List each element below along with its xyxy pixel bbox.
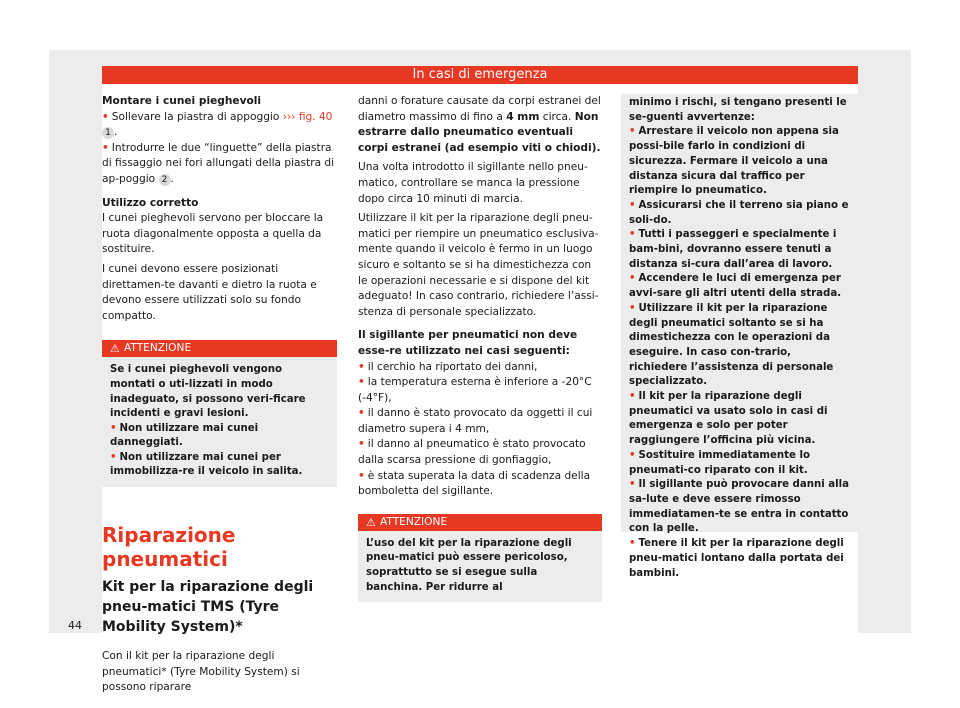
warning-header: ⚠ ATTENZIONE [102, 340, 337, 357]
callout-number: 1 [102, 127, 114, 139]
warning-triangle-icon: ⚠ [366, 515, 376, 529]
bullet-dot-icon: • [358, 438, 365, 451]
paragraph: I cunei pieghevoli servono per bloccare la ruota diagonalmente opposta a quella da sostituire. [102, 212, 324, 256]
warning-text: Se i cunei pieghevoli vengono montati o uti-lizzati in modo inadeguato, si possono veri-ficare incidenti e gravi lesioni. [110, 364, 306, 420]
warning-body [358, 531, 602, 602]
bullet-dot-icon: • [102, 110, 109, 123]
bullet-dot-icon: • [629, 126, 636, 138]
list-item: • Accendere le luci di emergenza per avvi-sare gli altri utenti della strada. [629, 273, 842, 300]
list-item: • Assicurarsi che il terreno sia piano e soli-do. [629, 199, 849, 226]
bullet-dot-icon: • [110, 422, 117, 434]
figure-link[interactable]: fig. 40 [298, 110, 333, 123]
warning-box-continued [621, 94, 858, 579]
callout-number: 2 [159, 174, 171, 186]
bullet-dot-icon: • [629, 302, 636, 314]
warning-box [102, 340, 337, 487]
warning-triangle-icon: ⚠ [110, 342, 120, 356]
heading-mount-wedges: Montare i cunei pieghevoli [102, 95, 262, 107]
bullet-dot-icon: • [629, 449, 636, 461]
list-item: • Il sigillante può provocare danni alla sa-lute e deve essere rimosso immediatamen-te se entra in contatto con la pelle. [629, 479, 850, 535]
bullet-dot-icon: • [629, 229, 636, 241]
warning-text: minimo i rischi, si tengano presenti le se-guenti avvertenze: [629, 97, 847, 123]
paragraph: Utilizzare il kit per la riparazione degli pneu-matici per riempire un pneumatico esclusiva-mente quando il veicolo è fermo in un luogo sicuro e soltanto se si ha dimestichezza con le operazioni necessarie e si dispone del kit adeguato! In caso contrario, richiedere l’assi-stenza di personale specializzato. [358, 212, 599, 318]
bullet-dot-icon: • [629, 479, 636, 491]
bullet-dot-icon: • [102, 141, 109, 154]
heading-correct-use: Utilizzo corretto [102, 196, 199, 209]
bullet-dot-icon: • [358, 360, 365, 373]
sub-title: Kit per la riparazione degli pneu-matici TMS (Tyre Mobility System)* [102, 579, 314, 636]
list-item: • Tutti i passeggeri e specialmente i bam-bini, dovranno essere tenuti a distanza si-cura dall’area di lavoro. [629, 229, 837, 270]
paragraph: Una volta introdotto il sigillante nello pneu-matico, controllare se manca la pressione dopo circa 10 minuti di marcia. [358, 161, 588, 205]
heading-not-use-cases: Il sigillante per pneumatici non deve esse-re utilizzato nei casi seguenti: [358, 329, 578, 357]
list-item: • Arrestare il veicolo non appena sia possi-bile farlo in condizioni di sicurezza. Fermare il veicolo a una distanza sicura dal traffico per riempire lo pneumatico. [629, 126, 839, 197]
bullet-dot-icon: • [629, 538, 636, 550]
page-header: In casi di emergenza [102, 66, 858, 84]
list-item: • Utilizzare il kit per la riparazione degli pneumatici soltanto se si ha dimestichezza con le operazioni da eseguire. In caso con-trario, richiedere l’assistenza di personale specializzato. [629, 302, 834, 388]
warning-text: L’uso del kit per la riparazione degli pneu-matici può essere pericoloso, soprattutto se si esegue sulla banchina. Per ridurre al [366, 537, 572, 593]
manual-page [49, 50, 911, 694]
paragraph: Con il kit per la riparazione degli pneumatici* (Tyre Mobility System) si possono riparare [102, 650, 300, 694]
warning-box [358, 514, 602, 602]
column-left [102, 84, 337, 696]
section-title: Riparazione pneumatici [102, 523, 236, 572]
bullet-dot-icon: • [629, 391, 636, 403]
list-item: • Non utilizzare mai cunei per immobilizza-re il veicolo in salita. [110, 451, 303, 478]
list-item: • il cerchio ha riportato dei danni, [358, 360, 538, 373]
list-item: • Il kit per la riparazione degli pneumatici va usato solo in casi di emergenza e solo per poter raggiungere l’officina più vicina. [629, 391, 828, 447]
bullet-dot-icon: • [358, 376, 365, 389]
bullet-dot-icon: • [629, 199, 636, 211]
list-item: • il danno è stato provocato da oggetti il cui diametro supera i 4 mm, [358, 407, 593, 435]
list-item: • Tenere il kit per la riparazione degli pneu-matici lontano dalla portata dei bambini. [629, 538, 844, 579]
bullet-dot-icon: • [358, 469, 365, 482]
arrow-icon: ››› [282, 110, 296, 123]
list-item: • Sostituire immediatamente lo pneumati-co riparato con il kit. [629, 449, 811, 476]
paragraph: danni o forature causate da corpi estranei del diametro massimo di fino a 4 mm circa. Non estrarre dallo pneumatico eventuali corpi estranei (ad esempio viti o chiodi). [358, 95, 601, 154]
page-number: 44 [68, 619, 82, 632]
list-item: • Introdurre le due “linguette” della piastra di fissaggio nei fori allungati della piastra di ap-poggio 2 . [102, 141, 335, 185]
page-content [102, 84, 858, 694]
bullet-dot-icon: • [629, 273, 636, 285]
list-item: • è stata superata la data di scadenza della bomboletta del sigillante. [358, 469, 591, 498]
warning-body [102, 357, 337, 487]
column-middle [358, 84, 602, 602]
list-item: • Non utilizzare mai cunei danneggiati. [110, 422, 259, 449]
list-item: • la temperatura esterna è inferiore a -20°C (-4°F), [358, 376, 592, 404]
paragraph: I cunei devono essere posizionati direttamen-te davanti e dietro la ruota e devono essere utilizzati solo su fondo compatto. [102, 262, 317, 322]
bullet-dot-icon: • [110, 451, 117, 463]
list-item: • Sollevare la piastra di appoggio ››› fig. 40 1 . [102, 110, 333, 139]
warning-header: ⚠ ATTENZIONE [358, 514, 602, 531]
bullet-dot-icon: • [358, 407, 365, 420]
list-item: • il danno al pneumatico è stato provocato dalla scarsa pressione di gonfiaggio, [358, 438, 586, 467]
